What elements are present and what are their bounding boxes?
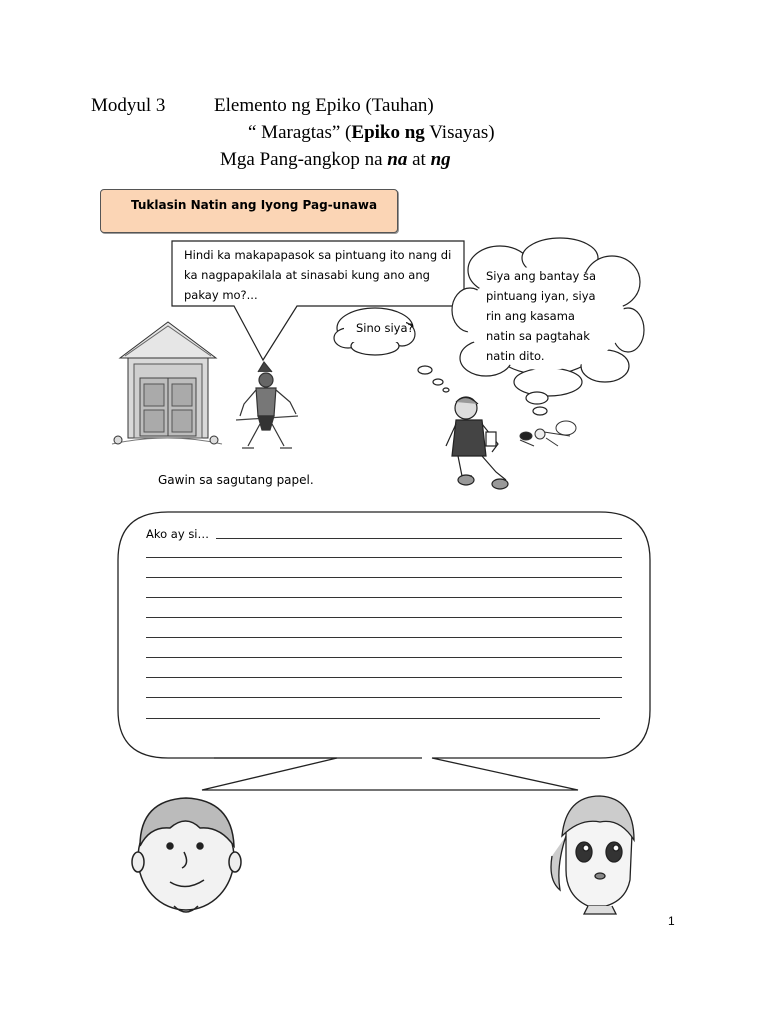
thought-small-text: Sino siya? xyxy=(356,321,414,335)
page-number: 1 xyxy=(668,914,675,928)
module-title: Elemento ng Epiko (Tauhan) xyxy=(214,95,434,116)
answer-line[interactable] xyxy=(146,577,622,578)
girl-face-icon xyxy=(551,796,634,914)
answer-line[interactable] xyxy=(146,597,622,598)
boy-walking-icon xyxy=(446,397,508,489)
instruction-text: Gawin sa sagutang papel. xyxy=(158,473,314,487)
answer-prompt: Ako ay si… xyxy=(146,524,215,544)
answer-line[interactable] xyxy=(146,617,622,618)
answer-line[interactable] xyxy=(216,538,622,539)
thought-line: natin sa pagtahak xyxy=(486,329,590,343)
lesson-na: na xyxy=(387,149,408,170)
speech-line: Hindi ka makapapasok sa pintuang ito nang di xyxy=(184,248,452,262)
answer-line[interactable] xyxy=(146,637,622,638)
thought-line: pintuang iyan, siya xyxy=(486,289,596,303)
thought-large-text xyxy=(486,266,626,366)
epic-title-close: Visayas) xyxy=(424,122,495,143)
answer-line[interactable] xyxy=(146,697,622,698)
epic-title-open: “ Maragtas” ( xyxy=(248,122,352,143)
lesson-at: at xyxy=(407,149,431,170)
section-tag-label: Tuklasin Natin ang Iyong Pag-unawa xyxy=(131,198,378,212)
lesson-subtitle-prefix: Mga Pang-angkop na xyxy=(220,149,388,170)
speech-line: pakay mo?... xyxy=(184,288,258,302)
answer-line[interactable] xyxy=(146,557,622,558)
answer-box-shape xyxy=(118,512,650,790)
lesson-ng: ng xyxy=(430,149,451,170)
epic-title-bold: Epiko ng xyxy=(351,122,425,143)
thought-line: natin dito. xyxy=(486,349,545,363)
speech-line: ka nagpapakilala at sinasabi kung ano ang xyxy=(184,268,430,282)
door-icon xyxy=(112,322,222,444)
boy-face-icon xyxy=(132,798,241,912)
thought-line: Siya ang bantay sa xyxy=(486,269,596,283)
warrior-icon xyxy=(236,362,298,448)
answer-line[interactable] xyxy=(146,677,622,678)
answer-line[interactable] xyxy=(146,657,622,658)
module-label: Modyul 3 xyxy=(91,95,166,116)
thought-line: rin ang kasama xyxy=(486,309,575,323)
answer-line[interactable] xyxy=(146,718,600,719)
fairy-icon xyxy=(520,421,576,446)
speech-bubble-text xyxy=(184,245,464,305)
